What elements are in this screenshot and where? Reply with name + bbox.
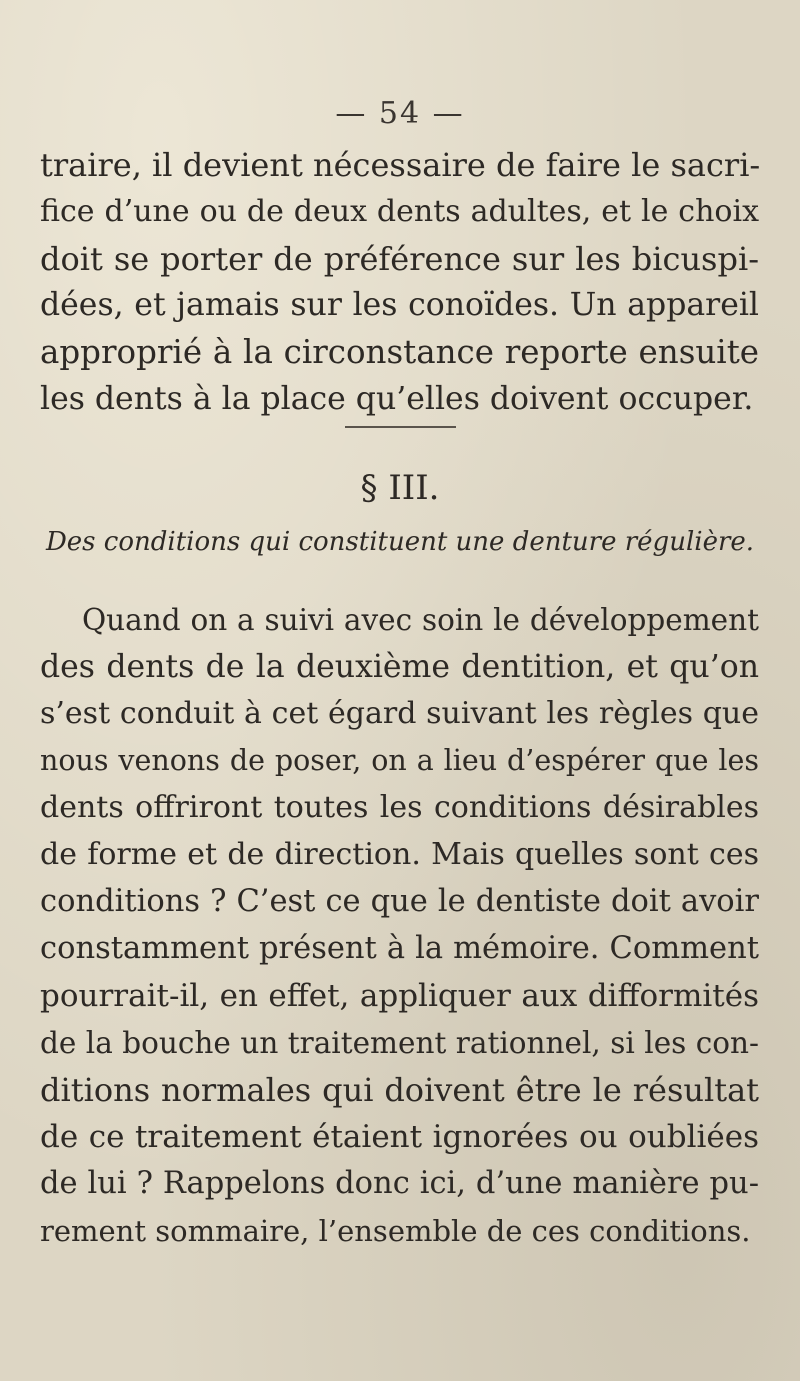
text-line: ditions normales qui doivent être le résultat [40, 1071, 759, 1109]
text-line: dents offriront toutes les conditions désirables [40, 790, 759, 825]
section-number: § III. [360, 468, 440, 508]
section-divider [345, 426, 456, 428]
text-line: constamment présent à la mémoire. Comment [40, 931, 759, 966]
text-line: fice d’une ou de deux dents adultes, et le choix [40, 194, 759, 229]
text-line: rement sommaire, l’ensemble de ces conditions. [40, 1214, 751, 1248]
text-line: dées, et jamais sur les conoïdes. Un appareil [40, 287, 759, 323]
text-line: de lui ? Rappelons donc ici, d’une manière pu- [40, 1166, 759, 1201]
text-line: de forme et de direction. Mais quelles sont ces [40, 837, 759, 872]
section-heading: Des conditions qui constituent une denture régulière. [45, 527, 755, 557]
text-line: de la bouche un traitement rationnel, si les con- [40, 1026, 759, 1060]
text-line: conditions ? C’est ce que le dentiste doit avoir [40, 884, 759, 919]
text-line: s’est conduit à cet égard suivant les règles que [40, 696, 759, 731]
text-line: les dents à la place qu’elles doivent occuper. [40, 381, 754, 417]
text-line: approprié à la circonstance reporte ensuite [40, 333, 759, 371]
text-line: de ce traitement étaient ignorées ou oubliées [40, 1119, 759, 1155]
text-line: Quand on a suivi avec soin le développement [82, 603, 759, 637]
page-number: — 54 — [335, 96, 465, 131]
text-line: doit se porter de préférence sur les bicuspi- [40, 240, 759, 278]
text-line: nous venons de poser, on a lieu d’espérer que les [40, 744, 759, 777]
text-line: pourrait-il, en effet, appliquer aux difformités [40, 978, 759, 1014]
text-line: traire, il devient nécessaire de faire le sacri- [40, 146, 761, 184]
text-line: des dents de la deuxième dentition, et qu’on [40, 649, 759, 685]
